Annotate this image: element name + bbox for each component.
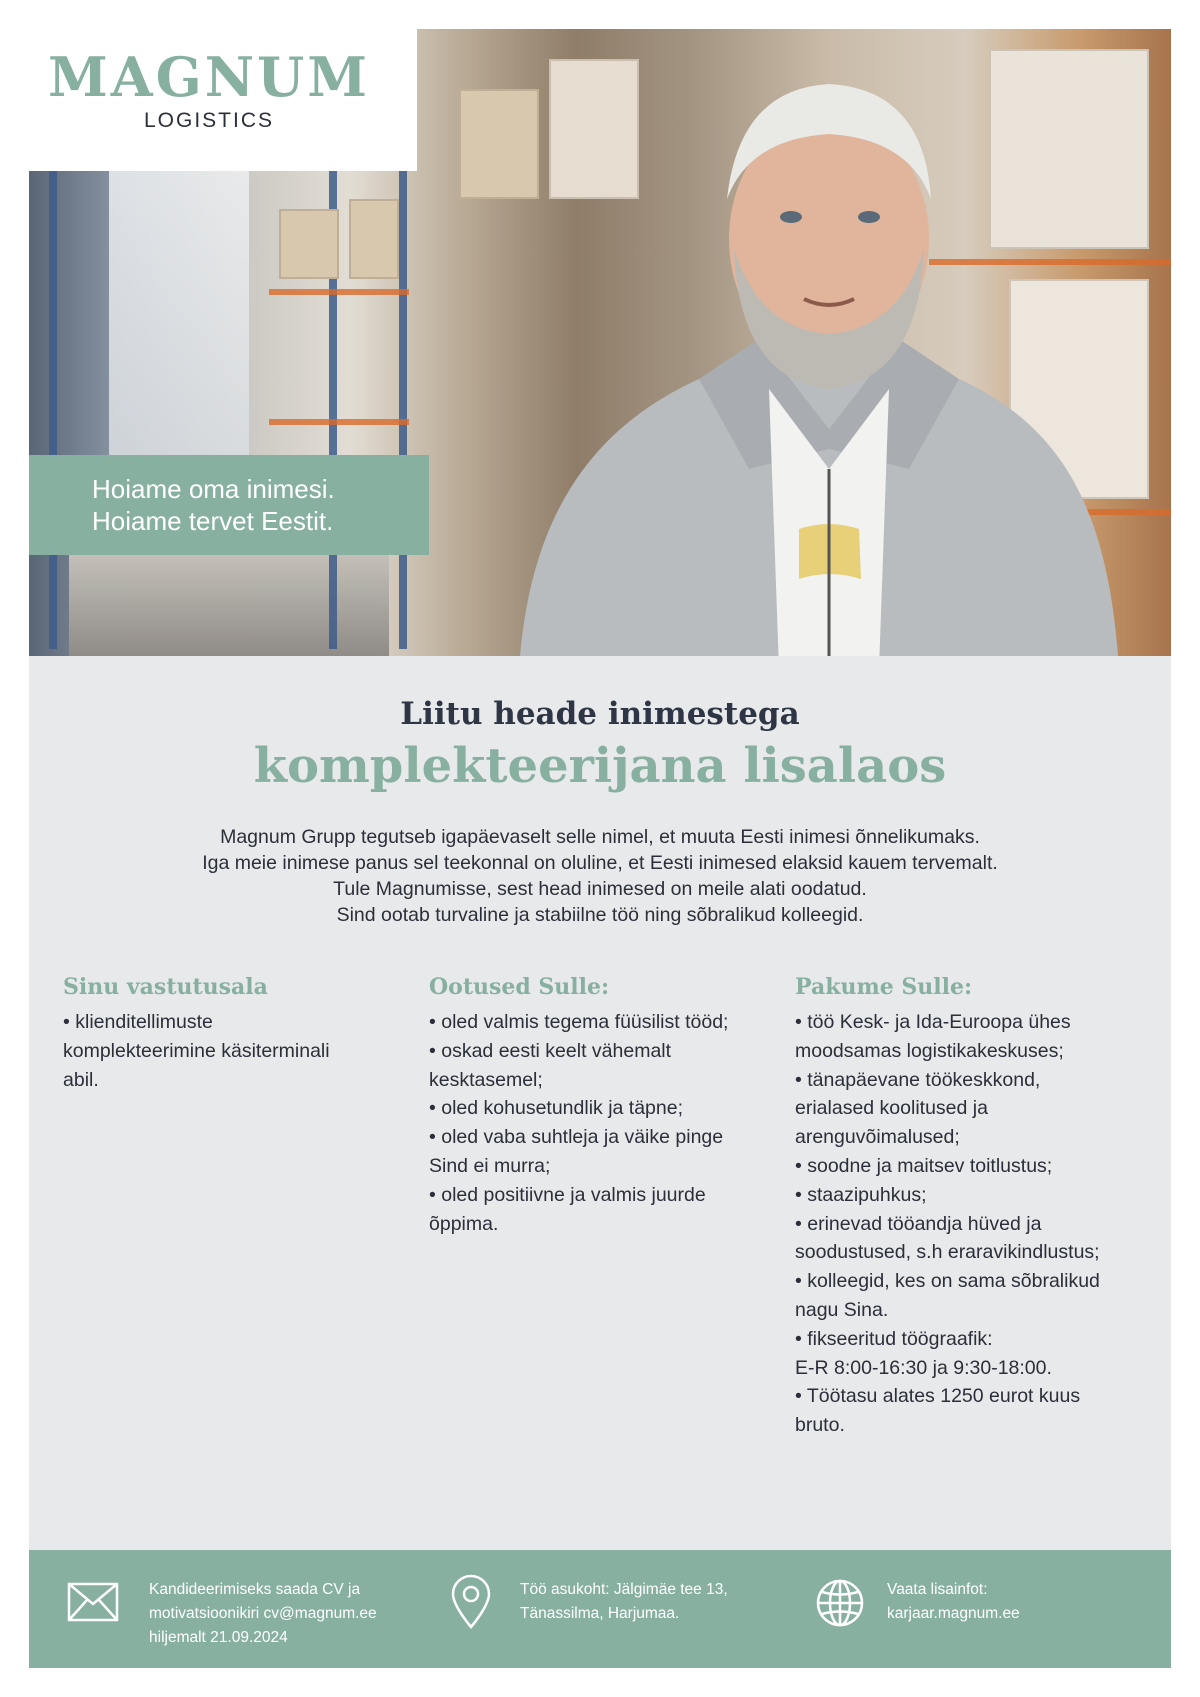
column-line: komplekteerimine käsiterminali bbox=[63, 1039, 330, 1062]
column-line: bruto. bbox=[795, 1414, 845, 1437]
apply-info bbox=[149, 1578, 377, 1650]
info-link[interactable]: karjaar.magnum.ee bbox=[887, 1605, 1020, 1622]
column-line: • kolleegid, kes on sama sõbralikud bbox=[795, 1270, 1100, 1293]
column-line: arenguvõimalused; bbox=[795, 1126, 960, 1149]
column-line: • erinevad tööandja hüved ja bbox=[795, 1212, 1042, 1235]
column-line: Sind ei murra; bbox=[429, 1154, 551, 1177]
apply-line: Kandideerimiseks saada CV ja bbox=[149, 1581, 361, 1598]
tagline-banner bbox=[29, 455, 429, 555]
apply-email-line[interactable]: motivatsioonikiri cv@magnum.ee bbox=[149, 1605, 377, 1622]
info-label: Vaata lisainfot: bbox=[887, 1581, 988, 1598]
column-line: nagu Sina. bbox=[795, 1298, 889, 1321]
column-line: • oskad eesti keelt vähemalt bbox=[429, 1039, 672, 1062]
shelf-beam bbox=[269, 419, 409, 425]
column-line: • staazipuhkus; bbox=[795, 1183, 927, 1206]
envelope-icon bbox=[67, 1582, 119, 1622]
column-title: Ootused Sulle: bbox=[429, 974, 610, 1000]
aisle-floor bbox=[69, 549, 389, 656]
column-line: erialased koolitused ja bbox=[795, 1097, 988, 1120]
tagline-line: Hoiame oma inimesi. bbox=[92, 474, 335, 504]
column-line: • oled positiivne ja valmis juurde bbox=[429, 1183, 706, 1206]
column-line: • oled kohusetundlik ja täpne; bbox=[429, 1097, 684, 1120]
shelf-post bbox=[399, 129, 407, 649]
location-line: Töö asukoht: Jälgimäe tee 13, bbox=[520, 1581, 728, 1598]
main-content bbox=[29, 656, 1171, 1550]
column-line: • oled vaba suhtleja ja väike pinge bbox=[429, 1126, 724, 1149]
column-line: soodustused, s.h eraravikindlustus; bbox=[795, 1241, 1100, 1264]
offer-column bbox=[795, 974, 1135, 1440]
column-line: • fikseeritud töögraafik: bbox=[795, 1327, 993, 1350]
column-title: Pakume Sulle: bbox=[795, 974, 973, 1000]
column-line: abil. bbox=[63, 1068, 99, 1091]
column-line: • tänapäevane töökeskkond, bbox=[795, 1068, 1041, 1091]
headline-intro: Liitu heade inimestega bbox=[400, 696, 800, 732]
warehouse-box bbox=[349, 199, 399, 279]
intro-line: Iga meie inimese panus sel teekonnal on oluline, et Eesti inimesed elaksid kauem tervemalt. bbox=[202, 852, 998, 874]
column-line: kesktasemel; bbox=[429, 1068, 543, 1091]
apply-deadline: hiljemalt 21.09.2024 bbox=[149, 1629, 288, 1646]
intro-line: Magnum Grupp tegutseb igapäevaselt selle nimel, et muuta Eesti inimesi õnnelikumaks. bbox=[220, 826, 980, 848]
column-line: moodsamas logistikakeskuses; bbox=[795, 1039, 1064, 1062]
globe-icon bbox=[815, 1578, 865, 1628]
contact-footer bbox=[29, 1550, 1171, 1668]
warehouse-box bbox=[279, 209, 339, 279]
more-info bbox=[887, 1578, 1020, 1626]
column-line: • oled valmis tegema füüsilist tööd; bbox=[429, 1011, 729, 1033]
shelf-beam bbox=[269, 289, 409, 295]
aisle-background bbox=[109, 149, 249, 479]
tagline-line: Hoiame tervet Eestit. bbox=[92, 506, 334, 536]
column-line: • klienditellimuste bbox=[63, 1011, 213, 1033]
column-line: õppima. bbox=[429, 1212, 499, 1235]
column-line: • soodne ja maitsev toitlustus; bbox=[795, 1154, 1053, 1177]
location-info bbox=[520, 1578, 728, 1626]
column-title: Sinu vastutusala bbox=[63, 974, 268, 1000]
worker-portrait bbox=[499, 49, 1139, 656]
expectations-column bbox=[429, 974, 769, 1238]
shelf-post bbox=[49, 149, 57, 649]
map-pin-icon bbox=[450, 1574, 492, 1630]
responsibilities-column bbox=[63, 974, 403, 1094]
column-line: • töö Kesk- ja Ida-Euroopa ühes bbox=[795, 1011, 1071, 1033]
intro-paragraph bbox=[29, 824, 1171, 928]
intro-line: Sind ootab turvaline ja stabiilne töö ning sõbralikud kolleegid. bbox=[336, 904, 864, 926]
logo-wordmark: MAGNUM bbox=[47, 45, 370, 109]
logo bbox=[29, 29, 417, 171]
location-line: Tänassilma, Harjumaa. bbox=[520, 1605, 680, 1622]
logo-subtitle: LOGISTICS bbox=[143, 109, 275, 132]
headline-position: komplekteerijana lisalaos bbox=[253, 738, 947, 794]
intro-line: Tule Magnumisse, sest head inimesed on meile alati oodatud. bbox=[333, 878, 867, 900]
column-line: • Töötasu alates 1250 eurot kuus bbox=[795, 1385, 1081, 1408]
column-line: E-R 8:00-16:30 ja 9:30-18:00. bbox=[795, 1356, 1052, 1379]
